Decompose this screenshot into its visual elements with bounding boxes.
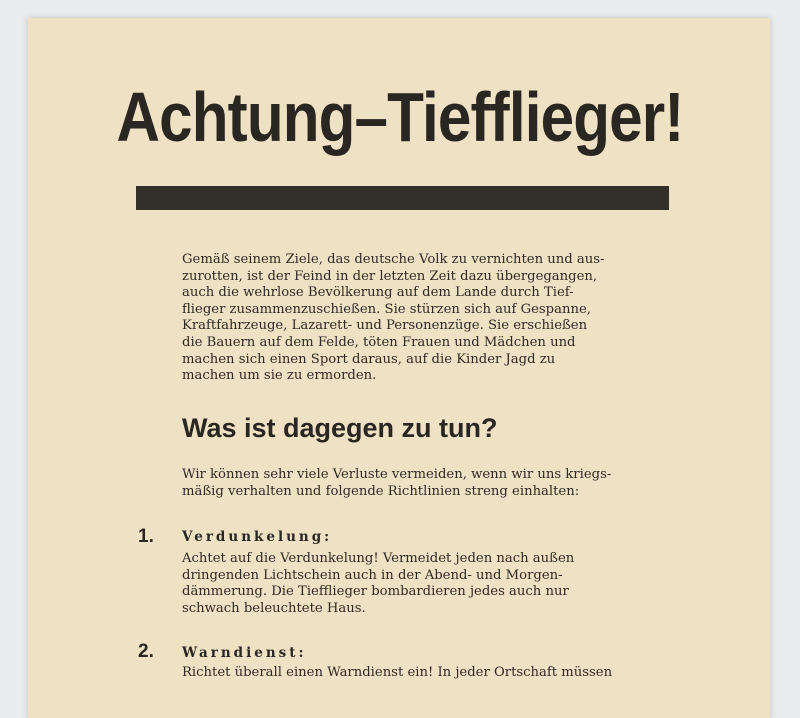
leaflet-title: Achtung–Tiefflieger!: [116, 78, 684, 156]
intro-line: machen sich einen Sport daraus, auf die Kinder Jagd zu: [182, 351, 556, 367]
item-body-verdunkelung: [182, 551, 672, 617]
title-underline-bar: [136, 186, 669, 210]
intro-line: die Bauern auf dem Felde, töten Frauen und Mädchen und: [182, 334, 576, 350]
intro-line: Gemäß seinem Ziele, das deutsche Volk zu vernichten und aus-: [182, 252, 605, 267]
intro-line: flieger zusammenzuschießen. Sie stürzen sich auf Gespanne,: [182, 301, 591, 317]
lead-paragraph: [182, 467, 672, 500]
item-title-verdunkelung: Verdunkelung:: [182, 529, 333, 545]
item-number: 2.: [138, 641, 154, 662]
item-number: 1.: [138, 526, 154, 547]
item-line: schwach beleuchtete Haus.: [182, 600, 366, 616]
intro-paragraph: [182, 252, 672, 385]
item-line: dringenden Lichtschein auch in der Abend- und Morgen-: [182, 567, 563, 583]
lead-line: mäßig verhalten und folgende Richtlinien streng einhalten:: [182, 483, 580, 499]
lead-line: Wir können sehr viele Verluste vermeiden, wenn wir uns kriegs-: [182, 467, 612, 482]
intro-line: zurotten, ist der Feind in der letzten Zeit dazu übergegangen,: [182, 268, 598, 284]
intro-line: Kraftfahrzeuge, Lazarett- und Personenzüge. Sie erschießen: [182, 318, 588, 334]
section-heading: Was ist dagegen zu tun?: [182, 413, 498, 443]
item-title-warndienst: Warndienst:: [182, 645, 307, 661]
intro-line: auch die wehrlose Bevölkerung auf dem Lande durch Tief-: [182, 285, 574, 301]
item-body-warndienst: [182, 665, 672, 682]
item-line: dämmerung. Die Tiefflieger bombardieren jedes auch nur: [182, 584, 569, 600]
item-line: Richtet überall einen Warndienst ein! In jeder Ortschaft müssen: [182, 665, 613, 680]
item-line: Achtet auf die Verdunkelung! Vermeidet jeden nach außen: [182, 551, 575, 566]
intro-line: machen um sie zu ermorden.: [182, 368, 377, 384]
